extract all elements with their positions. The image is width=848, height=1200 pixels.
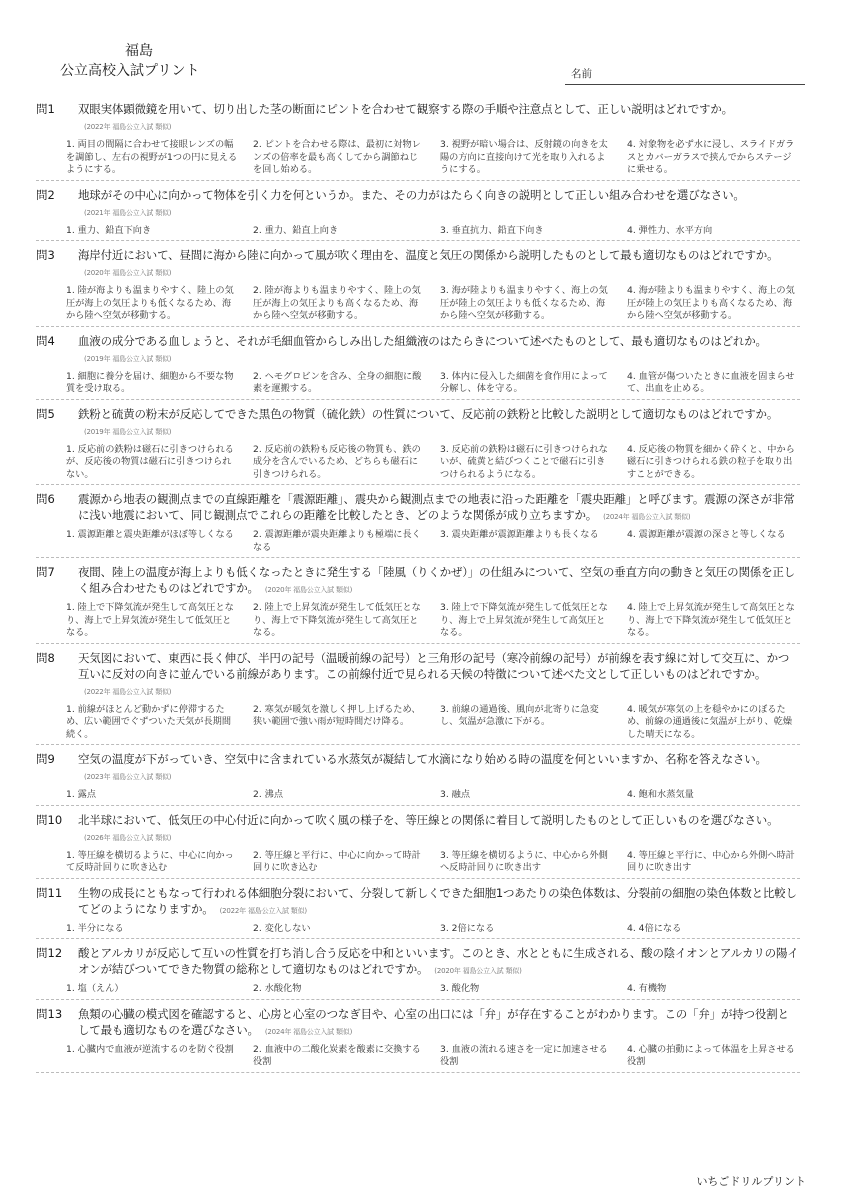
name-label: 名前 bbox=[571, 68, 592, 80]
answer-choice[interactable]: 1. 陸が海よりも温まりやすく、陸上の気圧が海上の気圧よりも低くなるため、海から陸へ空気が移動する。 bbox=[66, 285, 234, 321]
question-text-wrap bbox=[78, 406, 800, 440]
question-text-wrap bbox=[78, 751, 800, 785]
question-block bbox=[36, 187, 800, 242]
question-block bbox=[36, 333, 800, 400]
question-number: 問2 bbox=[36, 187, 55, 202]
question-text-wrap bbox=[78, 491, 800, 525]
question-block bbox=[36, 945, 800, 1000]
question-block bbox=[36, 751, 800, 806]
answer-choice[interactable]: 1. 両目の間隔に合わせて接眼レンズの幅を調節し、左右の視野が1つの円に見えるようにする。 bbox=[66, 139, 238, 175]
choice-list bbox=[66, 923, 800, 936]
question-block bbox=[36, 564, 800, 644]
question-text: 双眼実体顕微鏡を用いて、切り出した茎の断面にピントを合わせて観察する際の手順や注意点として、正しい説明はどれですか。 bbox=[78, 102, 733, 116]
answer-choice[interactable]: 2. 陸上で上昇気流が発生して低気圧となり、海上で下降気流が発生して高気圧となる。 bbox=[253, 602, 421, 638]
answer-choice[interactable]: 3. 血液の流れる速さを一定に加速させる役割 bbox=[440, 1043, 608, 1067]
question-number: 問9 bbox=[36, 752, 55, 766]
question-text: 血液の成分である血しょうと、それが毛細血管からしみ出した組織液のはたらきについて述べたものとして、最も適切なものはどれか。 bbox=[78, 333, 767, 348]
question-source: (2022年 福島公立入試 類似) bbox=[84, 123, 172, 131]
choice-list bbox=[66, 139, 800, 177]
question-header bbox=[36, 491, 800, 525]
question-header bbox=[36, 564, 800, 598]
question-text: 天気図において、東西に長く伸び、半円の記号（温暖前線の記号）と三角形の記号（寒冷前線の記号）が前線を表す線に対して交互に、かつ互いに反対の向きに並んでいる前線があります。この前線付近で見られる天候の特徴について述べた文として正しいものはどれですか。 bbox=[78, 650, 790, 681]
question-header bbox=[36, 247, 800, 281]
question-header bbox=[36, 406, 800, 440]
question-text: 地球がその中心に向かって物体を引く力を何というか。また、その力がはたらく向きの説明として正しい組み合わせを選びなさい。 bbox=[78, 187, 745, 202]
question-header bbox=[36, 187, 800, 221]
question-header bbox=[36, 650, 800, 700]
question-number: 問8 bbox=[36, 650, 55, 665]
question-text: 生物の成長にともなって行われる体細胞分裂において、分裂して新しくできた細胞1つあたりの染色体数は、分裂前の細胞の染色体数と比較してどのようになりますか。 bbox=[78, 885, 797, 916]
question-header bbox=[36, 101, 800, 135]
answer-choice[interactable]: 1. 露点 bbox=[66, 789, 97, 800]
question-header bbox=[36, 1006, 800, 1040]
question-source: (2024年 福島公立入試 類似) bbox=[264, 1027, 353, 1036]
question-number: 問10 bbox=[36, 812, 63, 827]
answer-choice[interactable]: 1. 前線がほとんど動かずに停滞するため、広い範囲でぐずついた天気が長期間続く。 bbox=[66, 703, 232, 740]
answer-choice[interactable]: 4. 対象物を必ず水に浸し、スライドガラスとカバーガラスで挟んでからステージに乗せる。 bbox=[627, 139, 795, 175]
question-header bbox=[36, 333, 800, 367]
choice-list bbox=[66, 285, 800, 323]
choice-list bbox=[66, 444, 800, 482]
question-text-wrap bbox=[78, 333, 800, 367]
answer-choice[interactable]: 3. 体内に侵入した細菌を食作用によって分解し、体を守る。 bbox=[440, 370, 608, 394]
question-source: (2019年 福島公立入試 類似) bbox=[84, 427, 172, 436]
answer-choice[interactable]: 2. 重力、鉛直上向き bbox=[253, 224, 339, 236]
answer-choice[interactable]: 3. 反応前の鉄粉は磁石に引きつけられないが、硫黄と結びつくことで磁石に引きつけられるようになる。 bbox=[440, 443, 608, 480]
answer-choice[interactable]: 1. 重力、鉛直下向き bbox=[66, 224, 152, 236]
answer-choice[interactable]: 4. 等圧線と平行に、中心から外側へ時計回りに吹き出す bbox=[627, 849, 795, 873]
question-text-wrap bbox=[78, 1006, 800, 1040]
question-block bbox=[36, 101, 800, 181]
answer-choice[interactable]: 1. 細胞に養分を届け、細胞から不要な物質を受け取る。 bbox=[66, 370, 234, 394]
answer-choice[interactable]: 4. 弾性力、水平方向 bbox=[627, 224, 713, 236]
answer-choice[interactable]: 4. 震源距離が震源の深さと等しくなる bbox=[627, 529, 786, 540]
choice-list bbox=[66, 529, 800, 554]
question-source: (2020年 福島公立入試 類似) bbox=[434, 967, 522, 975]
question-source: (2020年 福島公立入試 類似) bbox=[84, 269, 172, 277]
question-source: (2022年 福島公立入試 類似) bbox=[219, 906, 307, 915]
answer-choice[interactable]: 3. 前線の通過後、風向が北寄りに急変し、気温が急激に下がる。 bbox=[440, 703, 599, 727]
answer-choice[interactable]: 4. 血管が傷ついたときに血液を固まらせて、出血を止める。 bbox=[627, 370, 795, 394]
question-text: 夜間、陸上の温度が海上よりも低くなったときに発生する「陸風（りくかぜ）」の仕組みについて、空気の垂直方向の動きと気圧の関係を正しく組み合わせたものはどれですか。 bbox=[78, 565, 795, 595]
question-block bbox=[36, 1006, 800, 1073]
question-number: 問12 bbox=[36, 946, 63, 960]
question-block bbox=[36, 812, 800, 879]
answer-choice[interactable]: 2. 等圧線と平行に、中心に向かって時計回りに吹き込む bbox=[253, 849, 421, 873]
choice-list bbox=[66, 1044, 800, 1069]
answer-choice[interactable]: 3. 震央距離が震源距離よりも長くなる bbox=[440, 529, 599, 540]
choice-list bbox=[66, 602, 800, 640]
answer-choice[interactable]: 2. 寒気が暖気を激しく押し上げるため、狭い範囲で強い雨が短時間だけ降る。 bbox=[253, 703, 421, 727]
question-header bbox=[36, 751, 800, 785]
question-source: (2020年 福島公立入試 類似) bbox=[264, 586, 353, 594]
question-text-wrap bbox=[78, 650, 800, 700]
question-text: 海岸付近において、昼間に海から陸に向かって風が吹く理由を、温度と気圧の関係から説明したものとして最も適切なものはどれですか。 bbox=[78, 248, 779, 262]
answer-choice[interactable]: 4. 陸上で上昇気流が発生して高気圧となり、海上で下降気流が発生して低気圧となる。 bbox=[627, 602, 795, 638]
question-header bbox=[36, 885, 800, 919]
choice-list bbox=[66, 704, 800, 742]
question-text-wrap bbox=[78, 247, 800, 281]
answer-choice[interactable]: 2. 血液中の二酸化炭素を酸素に交換する役割 bbox=[253, 1043, 421, 1067]
answer-choice[interactable]: 2. 陸が海よりも温まりやすく、陸上の気圧が海上の気圧よりも高くなるため、海から陸へ空気が移動する。 bbox=[253, 285, 421, 321]
answer-choice[interactable]: 1. 反応前の鉄粉は磁石に引きつけられるが、反応後の物質は磁石に引きつけられない。 bbox=[66, 443, 234, 480]
answer-choice[interactable]: 4. 暖気が寒気の上を穏やかにのぼるため、前線の通過後に気温が上がり、乾燥した晴天になる。 bbox=[627, 703, 793, 740]
name-field[interactable] bbox=[565, 62, 805, 85]
answer-choice[interactable]: 3. 垂直抗力、鉛直下向き bbox=[440, 224, 544, 236]
answer-choice[interactable]: 3. 陸上で下降気流が発生して低気圧となり、海上で上昇気流が発生して高気圧となる。 bbox=[440, 602, 608, 638]
answer-choice[interactable]: 1. 半分になる bbox=[66, 922, 124, 934]
answer-choice[interactable]: 2. 震源距離が震央距離よりも極端に長くなる bbox=[253, 529, 421, 553]
answer-choice[interactable]: 3. 海が陸よりも温まりやすく、海上の気圧が陸上の気圧よりも低くなるため、海から陸へ空気が移動する。 bbox=[440, 285, 608, 321]
question-text: 鉄粉と硫黄の粉末が反応してできた黒色の物質（硫化鉄）の性質について、反応前の鉄粉と比較した説明として適切なものはどれですか。 bbox=[78, 406, 779, 421]
answer-choice[interactable]: 2. ヘモグロビンを含み、全身の細胞に酸素を運搬する。 bbox=[253, 370, 422, 394]
question-text-wrap bbox=[78, 885, 800, 919]
question-text: 酸とアルカリが反応して互いの性質を打ち消し合う反応を中和といいます。このとき、水とともに生成される、酸の陰イオンとアルカリの陽イオンが結びついてできた物質の総称として適切なものはどれですか。 bbox=[78, 946, 799, 976]
answer-choice[interactable]: 3. 酸化物 bbox=[440, 983, 480, 994]
question-number: 問7 bbox=[36, 565, 55, 579]
choice-list bbox=[66, 850, 800, 875]
answer-choice[interactable]: 2. 反応前の鉄粉も反応後の物質も、鉄の成分を含んでいるため、どちらも磁石に引きつけられる。 bbox=[253, 443, 421, 480]
question-text-wrap bbox=[78, 187, 800, 221]
answer-choice[interactable]: 1. 心臓内で血液が逆流するのを防ぐ役割 bbox=[66, 1043, 234, 1055]
answer-choice[interactable]: 3. 2倍になる bbox=[440, 922, 495, 934]
answer-choice[interactable]: 3. 等圧線を横切るように、中心から外側へ反時計回りに吹き出す bbox=[440, 849, 608, 873]
question-number: 問1 bbox=[36, 102, 55, 116]
question-number: 問4 bbox=[36, 333, 55, 348]
answer-choice[interactable]: 4. 心臓の拍動によって体温を上昇させる役割 bbox=[627, 1043, 795, 1067]
question-text: 空気の温度が下がっていき、空気中に含まれている水蒸気が凝結して水滴になり始める時の温度を何といいますか、名称を答えなさい。 bbox=[78, 752, 767, 766]
question-block bbox=[36, 406, 800, 486]
question-source: (2023年 福島公立入試 類似) bbox=[84, 773, 172, 781]
prefecture-title: 福島 bbox=[125, 43, 153, 59]
question-source: (2021年 福島公立入試 類似) bbox=[84, 208, 172, 217]
question-block bbox=[36, 885, 800, 940]
question-text-wrap bbox=[78, 564, 800, 598]
answer-choice[interactable]: 4. 反応後の物質を細かく砕くと、中から磁石に引きつけられる鉄の粒子を取り出すことができる。 bbox=[627, 443, 795, 480]
answer-choice[interactable]: 3. 融点 bbox=[440, 789, 471, 800]
answer-choice[interactable]: 1. 震源距離と震央距離がほぼ等しくなる bbox=[66, 529, 234, 540]
question-text-wrap bbox=[78, 945, 800, 979]
question-source: (2019年 福島公立入試 類似) bbox=[84, 354, 172, 363]
question-number: 問11 bbox=[36, 885, 63, 900]
question-text: 魚類の心臓の模式図を確認すると、心房と心室のつなぎ目や、心室の出口には「弁」が存在することがわかります。この「弁」が持つ役割として最も適切なものを選びなさい。 bbox=[78, 1006, 789, 1037]
answer-choice[interactable]: 2. ピントを合わせる際は、最初に対物レンズの倍率を最も高くしてから調節ねじを回し始める。 bbox=[253, 139, 421, 175]
answer-choice[interactable]: 1. 塩（えん） bbox=[66, 983, 124, 994]
answer-choice[interactable]: 1. 等圧線を横切るように、中心に向かって反時計回りに吹き込む bbox=[66, 849, 234, 873]
question-block bbox=[36, 247, 800, 327]
footer-brand: いちごドリルプリント bbox=[696, 1175, 806, 1188]
answer-choice[interactable]: 2. 変化しない bbox=[253, 922, 311, 934]
choice-list bbox=[66, 789, 800, 802]
answer-choice[interactable]: 2. 沸点 bbox=[253, 789, 284, 800]
question-header bbox=[36, 945, 800, 979]
question-text: 震源から地表の観測点までの直線距離を「震源距離」、震央から観測点までの地表に沿った距離を「震央距離」と呼びます。震源の深さが非常に浅い地震において、同じ観測点でこれらの距離を比較したとき、どのような関係が成り立ちますか。 bbox=[78, 492, 795, 522]
question-number: 問13 bbox=[36, 1006, 63, 1021]
answer-choice[interactable]: 4. 海が陸よりも温まりやすく、海上の気圧が陸上の気圧よりも高くなるため、海から陸へ空気が移動する。 bbox=[627, 285, 795, 321]
question-list bbox=[36, 101, 800, 1079]
choice-list bbox=[66, 371, 800, 396]
answer-choice[interactable]: 4. 飽和水蒸気量 bbox=[627, 789, 694, 800]
question-number: 問6 bbox=[36, 492, 55, 506]
question-number: 問3 bbox=[36, 248, 55, 262]
answer-choice[interactable]: 4. 有機物 bbox=[627, 983, 667, 994]
choice-list bbox=[66, 225, 800, 238]
question-text: 北半球において、低気圧の中心付近に向かって吹く風の様子を、等圧線との関係に着目して説明したものとして正しいものを選びなさい。 bbox=[78, 812, 779, 827]
question-block bbox=[36, 491, 800, 558]
worksheet-title: 公立高校入試プリント bbox=[60, 63, 200, 79]
question-source: (2026年 福島公立入試 類似) bbox=[84, 833, 172, 842]
question-source: (2022年 福島公立入試 類似) bbox=[84, 687, 172, 696]
question-header bbox=[36, 812, 800, 846]
answer-choice[interactable]: 4. 4倍になる bbox=[627, 922, 682, 934]
choice-list bbox=[66, 983, 800, 996]
question-number: 問5 bbox=[36, 406, 55, 421]
answer-choice[interactable]: 2. 水酸化物 bbox=[253, 983, 302, 994]
answer-choice[interactable]: 1. 陸上で下降気流が発生して高気圧となり、海上で上昇気流が発生して低気圧となる。 bbox=[66, 602, 234, 638]
worksheet-header bbox=[0, 0, 848, 100]
answer-choice[interactable]: 3. 視野が暗い場合は、反射鏡の向きを太陽の方向に直接向けて光を取り入れるようにする。 bbox=[440, 139, 608, 175]
question-source: (2024年 福島公立入試 類似) bbox=[603, 513, 691, 521]
question-text-wrap bbox=[78, 812, 800, 846]
question-text-wrap bbox=[78, 101, 800, 135]
question-block bbox=[36, 650, 800, 746]
